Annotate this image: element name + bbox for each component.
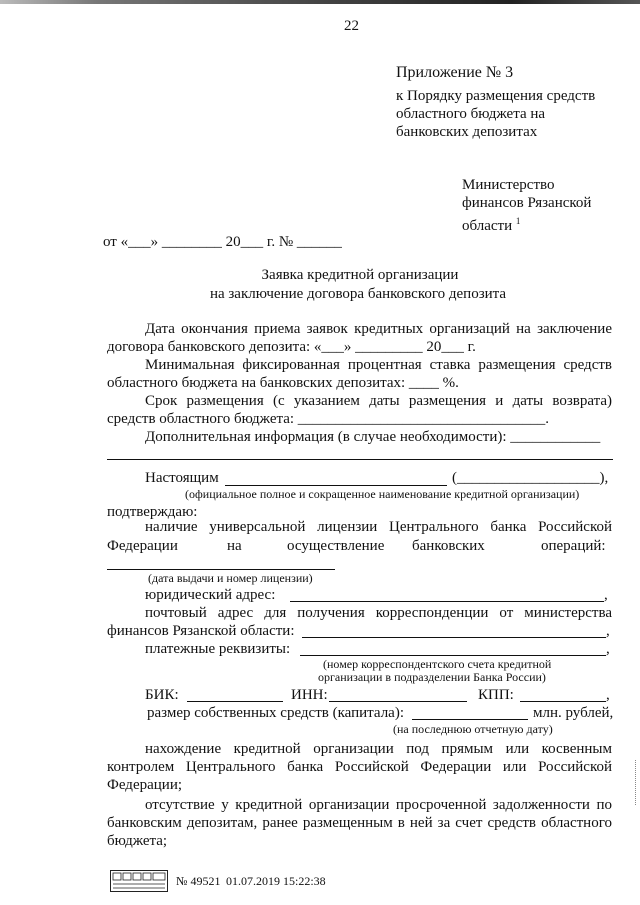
org-name-blank — [225, 485, 447, 486]
nastoyashchim-label: Настоящим — [145, 470, 219, 486]
postal-comma: , — [606, 623, 610, 639]
legal-address-blank — [290, 601, 604, 602]
appendix-line-2: областного бюджета на — [396, 106, 546, 122]
inn-label: ИНН: — [291, 687, 328, 703]
capital-note: (на последнюю отчетную дату) — [393, 722, 553, 736]
footer-datetime: 01.07.2019 15:22:38 — [226, 874, 326, 888]
payment-blank — [300, 655, 606, 656]
addressee-line-1: Министерство — [462, 177, 555, 193]
legal-address-comma: , — [604, 587, 608, 603]
license-note: (дата выдачи и номер лицензии) — [148, 571, 313, 585]
payment-note-1: (номер корреспондентского счета кредитной — [323, 657, 552, 671]
footer-doc-number: № 49521 — [176, 874, 221, 888]
bik-blank — [187, 701, 283, 702]
kpp-label: КПП: — [478, 687, 514, 703]
org-short-name-blank: (___________________), — [452, 470, 609, 486]
capital-unit: млн. рублей, — [533, 705, 614, 721]
payment-comma: , — [606, 641, 610, 657]
term-line-1: Срок размещения (с указанием даты размещения и даты возврата) — [145, 393, 612, 409]
addressee-region: области — [462, 218, 513, 234]
appendix-line-1: к Порядку размещения средств — [396, 88, 596, 104]
bik-label: БИК: — [145, 687, 179, 703]
term-line-2: средств областного бюджета: _________________________________. — [107, 411, 550, 427]
license-blank — [107, 569, 335, 570]
license-word-3: осуществление — [287, 538, 385, 554]
debt-line-3: бюджета; — [107, 833, 168, 849]
org-name-note: (официальное полное и сокращенное наименование кредитной организации) — [185, 487, 580, 501]
license-word-2: на — [227, 538, 242, 554]
postal-line-1: почтовый адрес для получения корреспонденции от министерства — [145, 605, 612, 621]
rate-line-1: Минимальная фиксированная процентная ставка размещения средств — [145, 357, 612, 373]
license-word-5: операций: — [541, 538, 606, 554]
deadline-line-1: Дата окончания приема заявок кредитных организаций на заключение — [145, 321, 612, 337]
capital-blank — [412, 719, 528, 720]
page-number: 22 — [344, 18, 359, 34]
control-line-2: контролем Центрального банка Российской Федерации или Российской — [107, 759, 612, 775]
control-line-1: нахождение кредитной организации под прямым или косвенным — [145, 741, 612, 757]
postal-blank — [302, 637, 606, 638]
payment-label: платежные реквизиты: — [145, 641, 291, 657]
license-word-1: Федерации — [107, 538, 178, 554]
footnote-mark: 1 — [515, 216, 521, 226]
confirm-label: подтверждаю: — [107, 504, 198, 520]
control-line-3: Федерации; — [107, 777, 183, 793]
date-number-line: от «___» ________ 20___ г. № ______ — [103, 234, 342, 250]
title-line-1: Заявка кредитной организации — [261, 267, 459, 283]
deadline-line-2: договора банковского депозита: «___» _________ 20___ г. — [107, 339, 476, 355]
appendix-title: Приложение № 3 — [396, 64, 514, 81]
capital-label: размер собственных средств (капитала): — [147, 705, 405, 721]
appendix-line-3: банковских депозитах — [396, 124, 538, 140]
title-line-2: на заключение договора банковского депозита — [209, 286, 507, 302]
kpp-blank — [520, 701, 606, 702]
debt-line-2: банковским депозитам, ранее размещенным в ней за счет средств областного — [107, 815, 612, 831]
additional-info: Дополнительная информация (в случае необходимости): ____________ — [145, 429, 601, 445]
additional-info-line — [107, 459, 613, 460]
debt-line-1: отсутствие у кредитной организации просроченной задолженности по — [145, 797, 612, 813]
payment-note-2: организации в подразделении Банка России) — [318, 670, 546, 684]
license-word-4: банковских — [412, 538, 485, 554]
inn-blank — [329, 701, 467, 702]
addressee-line-2: финансов Рязанской — [462, 195, 592, 211]
addressee-line-3 — [462, 212, 520, 235]
registration-stamp-icon — [110, 870, 168, 892]
scan-edge-right — [635, 760, 640, 805]
legal-address-label: юридический адрес: — [145, 587, 276, 603]
scan-edge-top — [0, 0, 640, 4]
rate-line-2: областного бюджета на банковских депозитах: ____ %. — [107, 375, 459, 391]
license-line-1: наличие универсальной лицензии Центрального банка Российской — [145, 519, 612, 535]
kpp-comma: , — [606, 687, 610, 703]
postal-line-2: финансов Рязанской области: — [107, 623, 295, 639]
